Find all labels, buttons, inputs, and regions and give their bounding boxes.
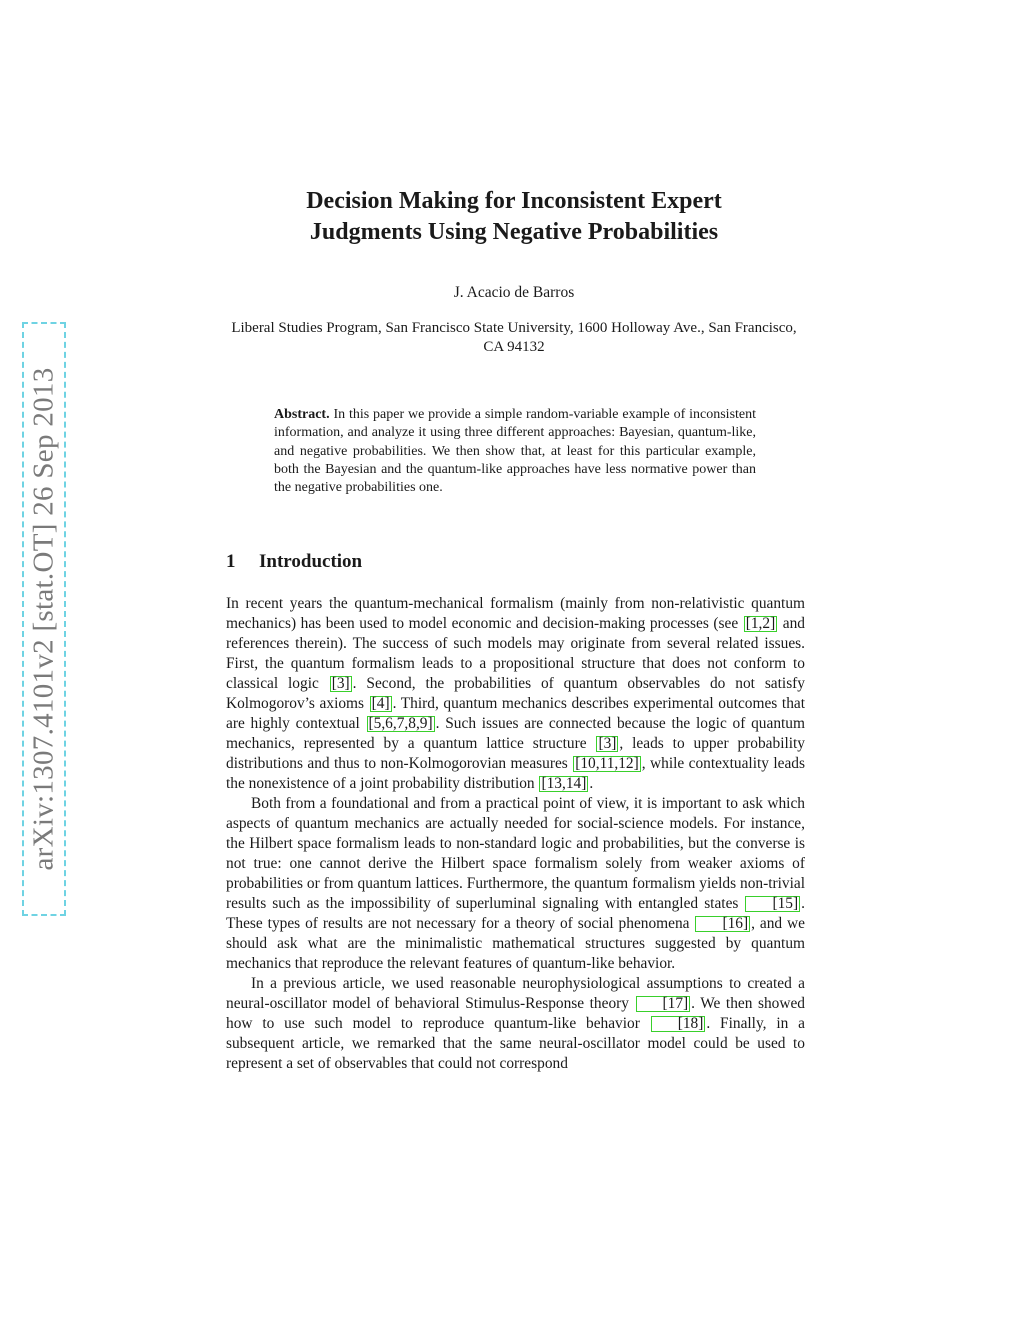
paragraph-text: . These types of results are not necessary for a theory of social phenomena (226, 895, 805, 932)
paper-title (200, 186, 828, 248)
citation-link[interactable]: [3] (331, 675, 350, 692)
paragraph-text: . (589, 775, 594, 792)
citation-link[interactable]: [15] (745, 896, 800, 912)
citation-link[interactable]: [17] (636, 996, 691, 1012)
author-name: J. Acacio de Barros (453, 284, 575, 301)
arxiv-identifier-text: arXiv:1307.4101v2 [stat.OT] 26 Sep 2013 (27, 367, 60, 871)
paragraph (226, 974, 805, 1074)
paragraph-text: In recent years the quantum-mechanical formalism (mainly from non-relativistic quantum mechanics) has been used to model economic and decision-making processes (see (226, 595, 805, 632)
citation-link[interactable]: [3] (598, 735, 617, 752)
abstract-label: Abstract. (274, 407, 330, 422)
citation-link[interactable]: [16] (695, 916, 750, 932)
paragraph-text: . Second, the probabilities of quantum observables do not satisfy Kolmogorov’s axioms (226, 675, 805, 712)
citation-link[interactable]: [10,11,12] (575, 755, 639, 772)
citation-link[interactable]: [1,2] (745, 615, 776, 632)
arxiv-identifier-stamp (22, 322, 66, 916)
section-number: 1 (226, 551, 236, 572)
paper-title-line-2: Judgments Using Negative Probabilities (309, 219, 719, 245)
section-title: Introduction (259, 551, 363, 572)
paragraph-text: In a previous article, we used reasonable neurophysiological assumptions to created a neural-oscillator model of behavioral Stimulus-Response theory (226, 975, 805, 1012)
paragraph-text: , and we should ask what are the minimalistic mathematical structures suggested by quantum mechanics that reproduce the relevant features of quantum-like behavior. (226, 915, 805, 972)
paragraph (226, 794, 805, 974)
author-affiliation: Liberal Studies Program, San Francisco State University, 1600 Holloway Ave., San Francisco, CA 94132 (231, 320, 797, 355)
citation-link[interactable]: [4] (371, 695, 390, 712)
body-text (226, 594, 805, 1074)
paragraph-text: and references therein). The success of such models may originate from several related issues. First, the quantum formalism leads to a propositional structure that does not conform to classical logic (226, 615, 805, 692)
citation-link[interactable]: [5,6,7,8,9] (368, 715, 433, 732)
paragraph-text: , while contextuality leads the nonexistence of a joint probability distribution (226, 755, 805, 792)
paragraph-text: . We then showed how to use such model to reproduce quantum-like behavior (226, 995, 805, 1032)
section-heading (226, 551, 626, 573)
paragraph-text: . Such issues are connected because the logic of quantum mechanics, represented by a quantum lattice structure (226, 715, 805, 752)
citation-link[interactable]: [18] (651, 1016, 706, 1032)
abstract-block (274, 406, 756, 497)
paragraph-text: . Third, quantum mechanics describes experimental outcomes that are highly contextual (226, 695, 805, 732)
paragraph-text: , leads to upper probability distributions and thus to non-Kolmogorovian measures (226, 735, 805, 772)
abstract-text: In this paper we provide a simple random-variable example of inconsistent information, and analyze it using three different approaches: Bayesian, quantum-like, and negative probabilities. We then show that, at least for this particular example, both the Bayesian and the quantum-like approaches have less normative power than the negative probabilities one. (274, 407, 757, 496)
paragraph (226, 594, 805, 794)
citation-link[interactable]: [13,14] (541, 775, 587, 792)
paragraph-text: . Finally, in a subsequent article, we remarked that the same neural-oscillator model could be used to represent a set of observables that could not correspond (226, 1015, 805, 1072)
paragraph-text: Both from a foundational and from a practical point of view, it is important to ask which aspects of quantum mechanics are actually needed for social-science models. For instance, the Hilbert space formalism leads to non-standard logic and probabilities, but the converse is not true: one cannot derive the Hilbert space formalism solely from weaker axioms of probabilities or from quantum lattices. Furthermore, the quantum formalism yields non-trivial results such as the impossibility of superluminal signaling with entangled states (226, 795, 805, 912)
paper-title-line-1: Decision Making for Inconsistent Expert (306, 188, 722, 214)
